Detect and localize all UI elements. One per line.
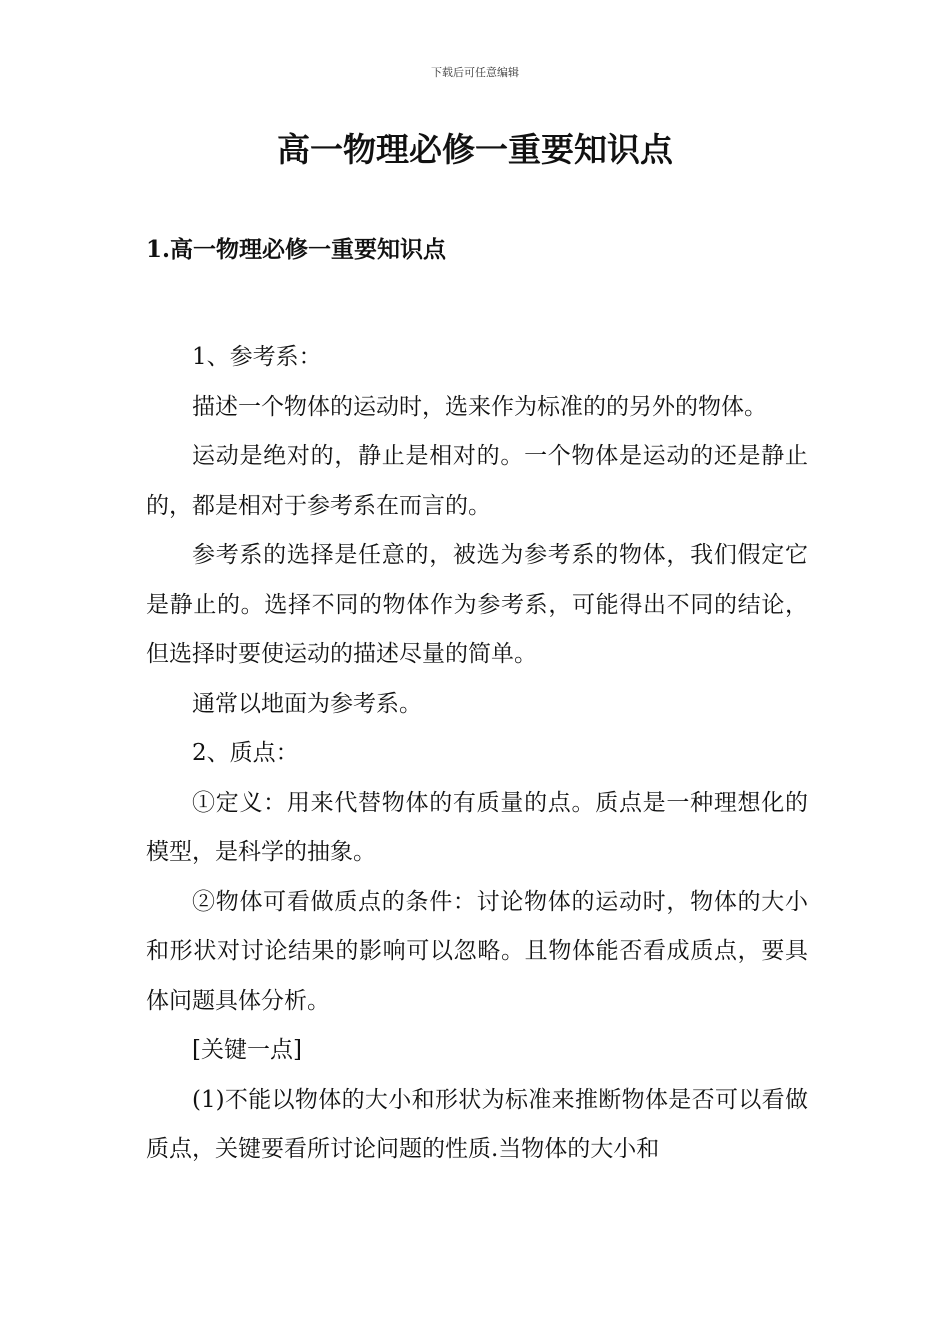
- paragraph-reference-frame-definition: 描述一个物体的运动时，选来作为标准的的另外的物体。: [192, 393, 767, 420]
- paragraph-key-point-1: (1)不能以物体的大小和形状为标准来推断物体是否可以看做质点，关键要看所讨论问题的性质.当物体的大小和: [146, 1086, 808, 1162]
- paragraph-reference-frame-heading: 1、参考系：: [192, 344, 322, 370]
- paragraph-particle-definition: ①定义：用来代替物体的有质量的点。质点是一种理想化的模型，是科学的抽象。: [146, 789, 808, 865]
- document-body: [146, 333, 808, 1175]
- section-heading: 1.高一物理必修一重要知识点: [146, 236, 447, 263]
- document-title: 高一物理必修一重要知识点: [277, 130, 673, 169]
- paragraph-particle-condition: ②物体可看做质点的条件：讨论物体的运动时，物体的大小和形状对讨论结果的影响可以忽略。且物体能否看成质点，要具体问题具体分析。: [146, 888, 808, 1014]
- header-note: 下载后可任意编辑: [431, 66, 519, 79]
- paragraph-ground-reference: 通常以地面为参考系。: [192, 690, 422, 717]
- paragraph-key-point-heading: [关键一点]: [192, 1037, 302, 1063]
- paragraph-reference-choice: 参考系的选择是任意的，被选为参考系的物体，我们假定它是静止的。选择不同的物体作为参考系，可能得出不同的结论，但选择时要使运动的描述尽量的简单。: [146, 542, 808, 667]
- paragraph-motion-relative: 运动是绝对的，静止是相对的。一个物体是运动的还是静止的，都是相对于参考系在而言的。: [146, 443, 808, 519]
- paragraph-particle-heading: 2、质点：: [192, 740, 299, 766]
